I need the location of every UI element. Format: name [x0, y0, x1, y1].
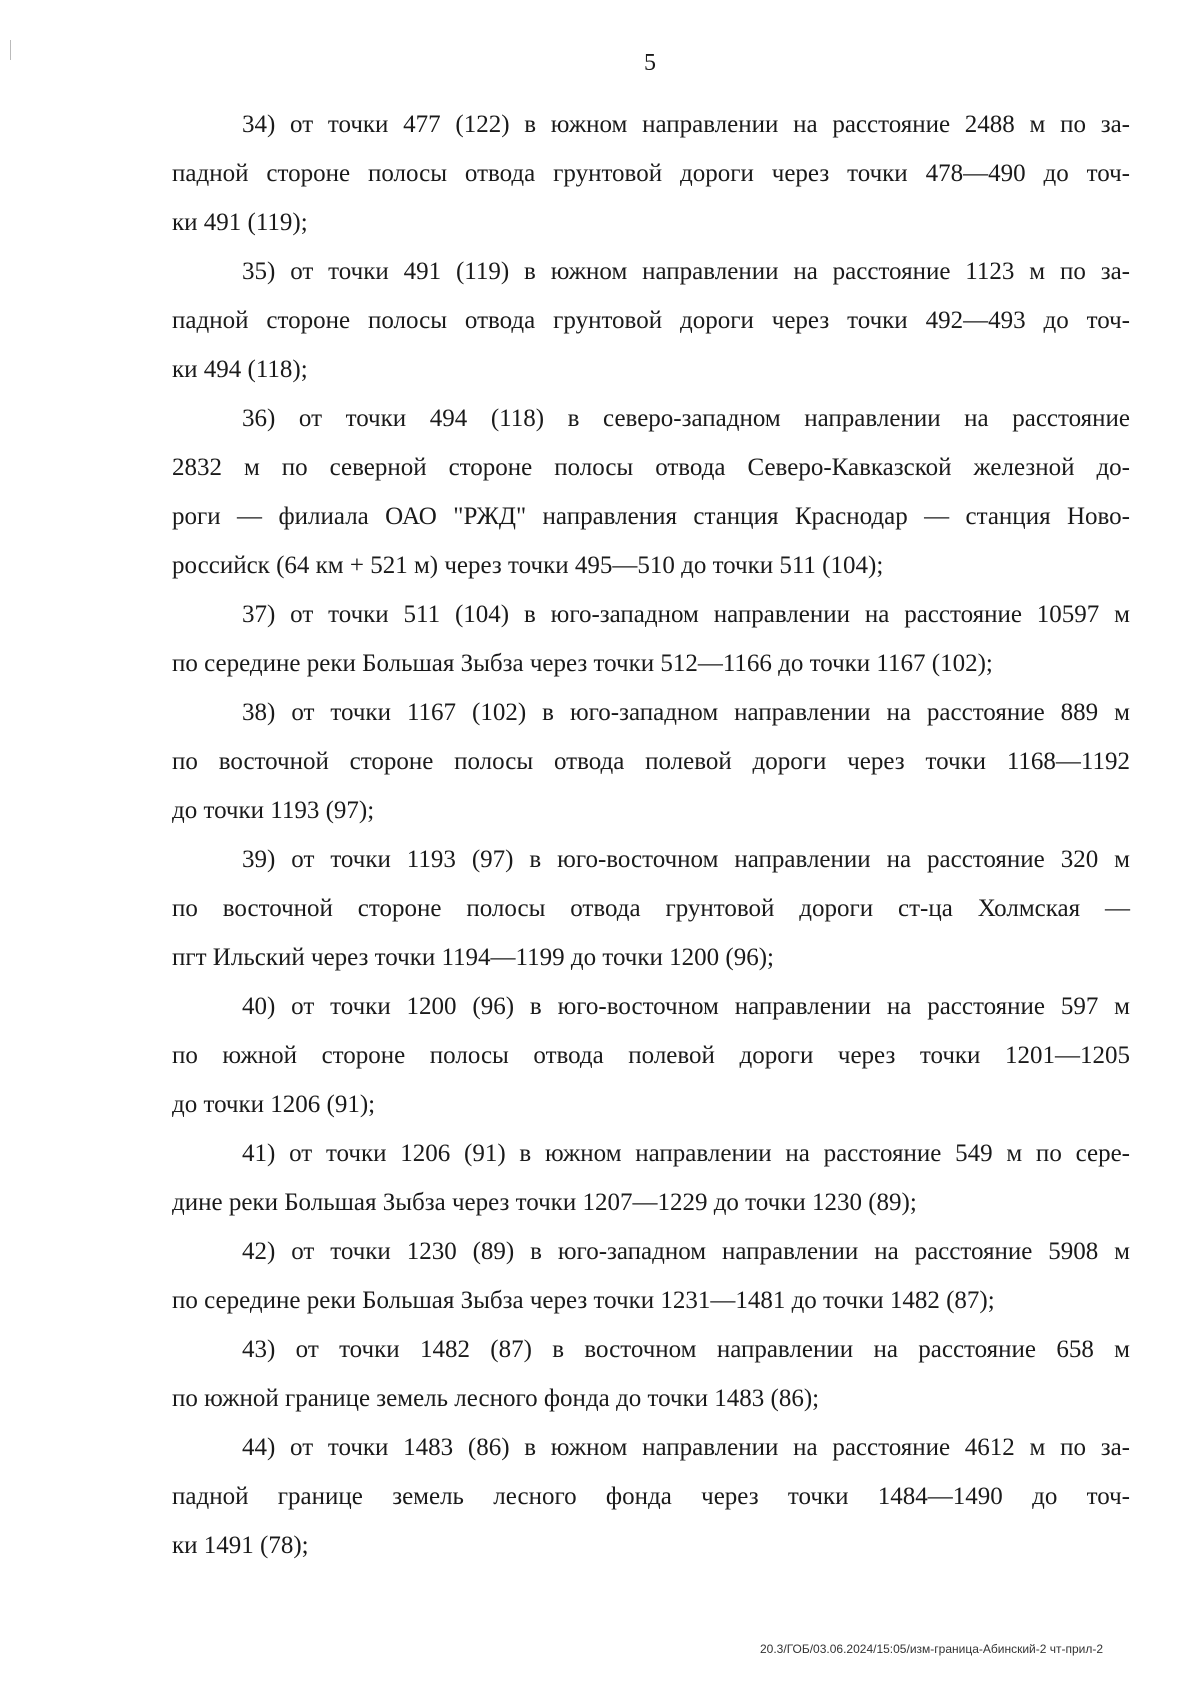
- text-line: 39) от точки 1193 (97) в юго-восточном направлении на расстояние 320 м: [242, 846, 1130, 873]
- text-line: роги — филиала ОАО "РЖД" направления станция Краснодар — станция Ново-: [172, 503, 1130, 530]
- text-line: 36) от точки 494 (118) в северо-западном направлении на расстояние: [242, 405, 1130, 432]
- scan-margin-mark: [10, 40, 11, 60]
- page-number: 5: [644, 50, 656, 76]
- text-line: 44) от точки 1483 (86) в южном направлении на расстояние 4612 м по за-: [242, 1434, 1130, 1461]
- text-line: по середине реки Большая Зыбза через точки 1231—1481 до точки 1482 (87);: [172, 1287, 995, 1314]
- text-line: ки 1491 (78);: [172, 1532, 309, 1559]
- text-line: дине реки Большая Зыбза через точки 1207—1229 до точки 1230 (89);: [172, 1189, 917, 1216]
- text-line: 42) от точки 1230 (89) в юго-западном направлении на расстояние 5908 м: [242, 1238, 1130, 1265]
- text-line: 43) от точки 1482 (87) в восточном направлении на расстояние 658 м: [242, 1336, 1130, 1363]
- list-item: [172, 688, 1130, 835]
- text-line: падной границе земель лесного фонда через точки 1484—1490 до точ-: [172, 1483, 1130, 1510]
- list-item: [172, 835, 1130, 982]
- list-item: [172, 1227, 1130, 1325]
- text-line: 34) от точки 477 (122) в южном направлении на расстояние 2488 м по за-: [242, 111, 1130, 138]
- text-line: ки 491 (119);: [172, 209, 308, 236]
- text-line: падной стороне полосы отвода грунтовой дороги через точки 492—493 до точ-: [172, 307, 1130, 334]
- list-item: [172, 394, 1130, 590]
- list-item: [172, 1129, 1130, 1227]
- text-line: 38) от точки 1167 (102) в юго-западном направлении на расстояние 889 м: [242, 699, 1130, 726]
- text-line: по восточной стороне полосы отвода полевой дороги через точки 1168—1192: [172, 748, 1130, 775]
- list-item: [172, 1325, 1130, 1423]
- text-line: 40) от точки 1200 (96) в юго-восточном направлении на расстояние 597 м: [242, 993, 1130, 1020]
- text-line: по восточной стороне полосы отвода грунтовой дороги ст-ца Холмская —: [172, 895, 1130, 922]
- text-line: 41) от точки 1206 (91) в южном направлении на расстояние 549 м по сере-: [242, 1140, 1130, 1167]
- list-item: [172, 590, 1130, 688]
- text-line: ки 494 (118);: [172, 356, 308, 383]
- document-footer-code: 20.3/ГОБ/03.06.2024/15:05/изм-граница-Абинский-2 чт-прил-2: [760, 1642, 1104, 1656]
- document-body: [172, 100, 1130, 1570]
- list-item: [172, 982, 1130, 1129]
- list-item: [172, 100, 1130, 247]
- text-line: до точки 1206 (91);: [172, 1091, 376, 1118]
- text-line: 2832 м по северной стороне полосы отвода Северо-Кавказской железной до-: [172, 454, 1130, 481]
- text-line: 37) от точки 511 (104) в юго-западном направлении на расстояние 10597 м: [242, 601, 1130, 628]
- text-line: по южной стороне полосы отвода полевой дороги через точки 1201—1205: [172, 1042, 1130, 1069]
- list-item: [172, 247, 1130, 394]
- text-line: пгт Ильский через точки 1194—1199 до точки 1200 (96);: [172, 944, 774, 971]
- list-item: [172, 1423, 1130, 1570]
- text-line: 35) от точки 491 (119) в южном направлении на расстояние 1123 м по за-: [242, 258, 1130, 285]
- text-line: падной стороне полосы отвода грунтовой дороги через точки 478—490 до точ-: [172, 160, 1130, 187]
- text-line: по южной границе земель лесного фонда до точки 1483 (86);: [172, 1385, 820, 1412]
- text-line: по середине реки Большая Зыбза через точки 512—1166 до точки 1167 (102);: [172, 650, 993, 677]
- text-line: российск (64 км + 521 м) через точки 495—510 до точки 511 (104);: [172, 552, 884, 579]
- text-line: до точки 1193 (97);: [172, 797, 375, 824]
